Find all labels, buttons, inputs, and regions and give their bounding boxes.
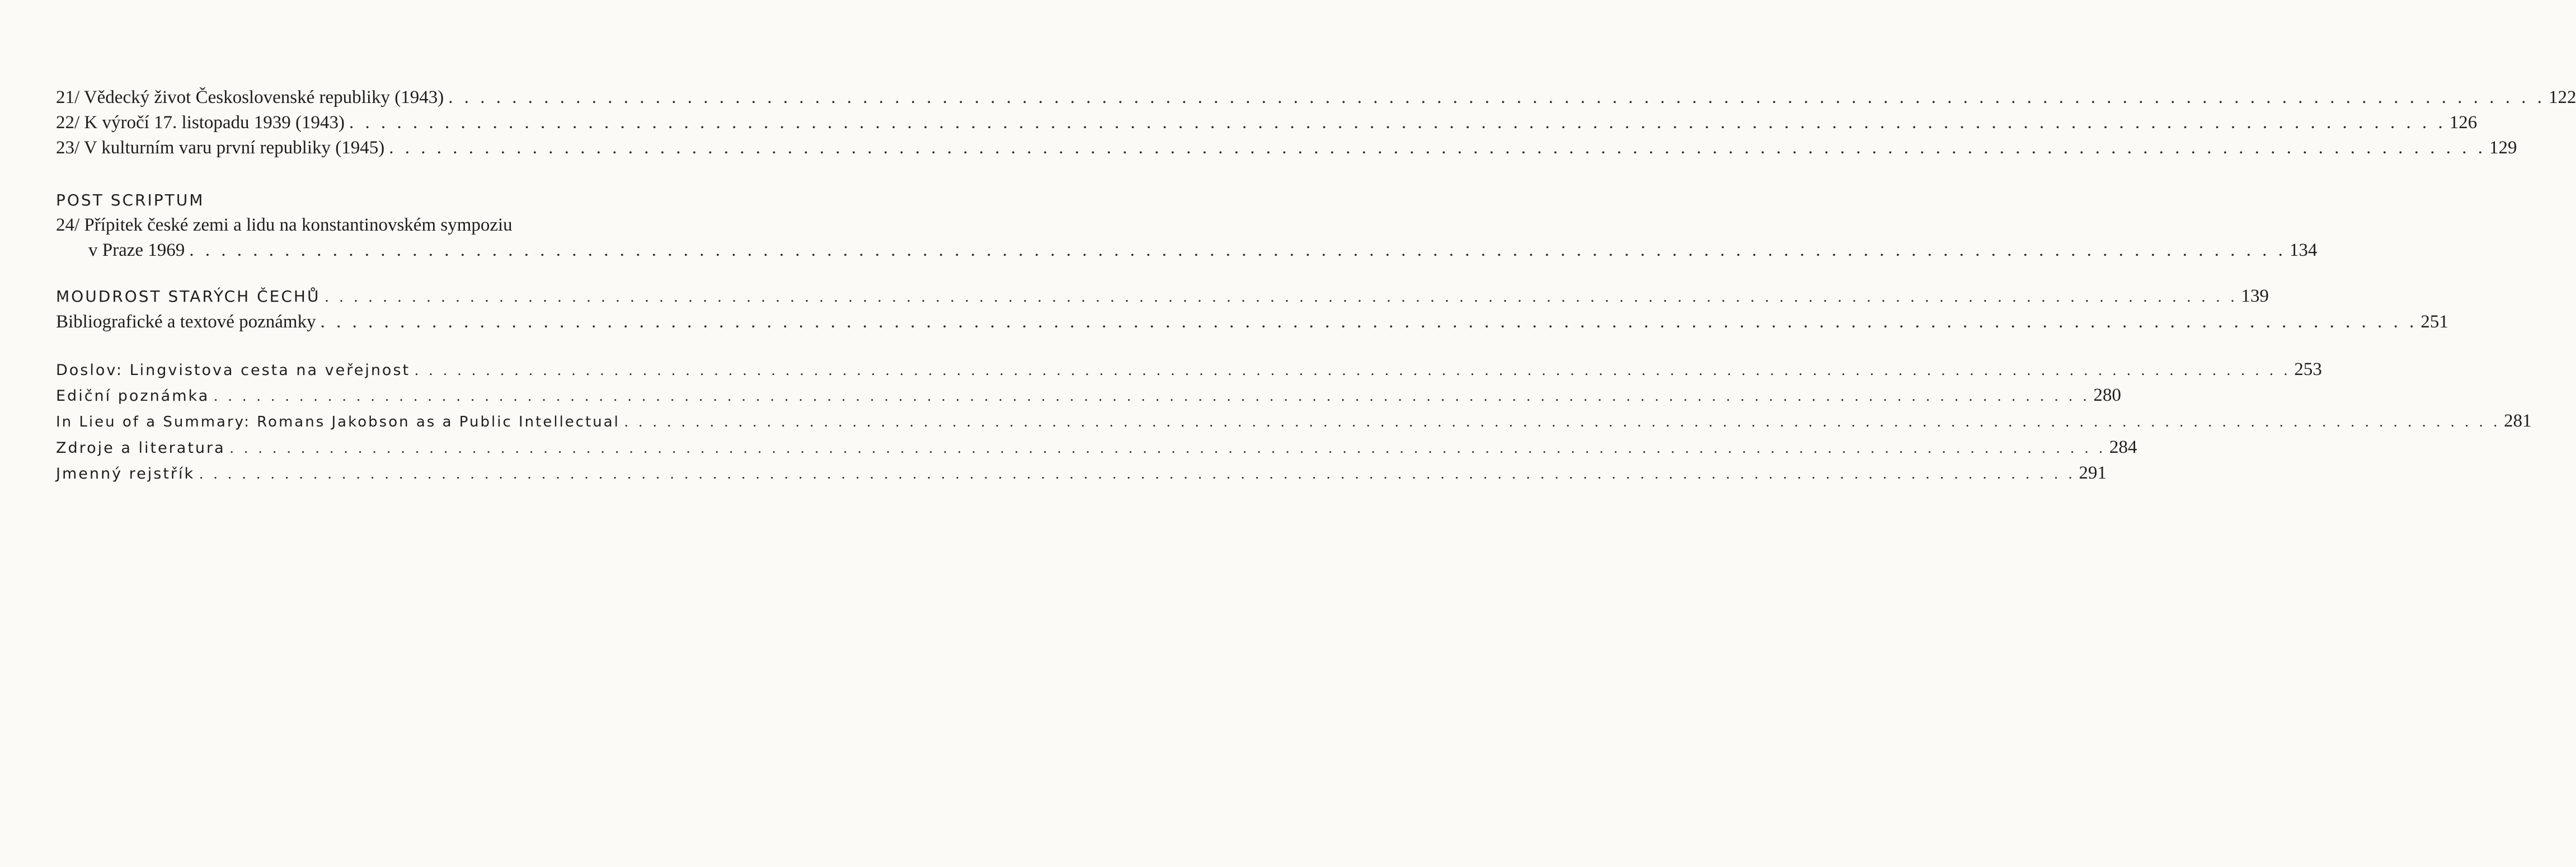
toc-group-a — [56, 85, 2576, 161]
dot-leader: . . . . . . . . . . . . . . . . . . . . . . . . . . . . . . . . . . . . . . . . . . . . . . . . . . . . . . . . . . . . . . . . . . . . . . . . . . . . . . . . . . . . . . . . . . . . . . . . . . . . . . . . . . . . . . . . . . . . . . . . . . . . . . . . . . . . — [448, 87, 2545, 107]
toc-entry[interactable] — [56, 435, 2137, 461]
dot-leader: . . . . . . . . . . . . . . . . . . . . . . . . . . . . . . . . . . . . . . . . . . . . . . . . . . . . . . . . . . . . . . . . . . . . . . . . . . . . . . . . . . . . . . . . . . . . . . . . . . . . . . . . . . . . . . . . . . . . . . . . . . . . . . . . . . . . — [189, 240, 2287, 260]
dot-leader: . . . . . . . . . . . . . . . . . . . . . . . . . . . . . . . . . . . . . . . . . . . . . . . . . . . . . . . . . . . . . . . . . . . . . . . . . . . . . . . . . . . . . . . . . . . . . . . . . . . . . . . . . . . . . . . . . . . . . . . . . . . . . . . . . . . . — [214, 387, 2090, 404]
dot-leader: . . . . . . . . . . . . . . . . . . . . . . . . . . . . . . . . . . . . . . . . . . . . . . . . . . . . . . . . . . . . . . . . . . . . . . . . . . . . . . . . . . . . . . . . . . . . . . . . . . . . . . . . . . . . . . . . . . . . . . . . . . . . . . . . . . . . — [624, 413, 2501, 430]
toc-entry-title: 22/ K výročí 17. listopadu 1939 (1943) — [56, 113, 345, 133]
toc-group-c — [56, 357, 2532, 486]
toc-entry[interactable] — [56, 461, 2107, 486]
toc-section-post-scriptum — [56, 188, 2318, 263]
toc-entry-title-line1[interactable]: 24/ Přípitek české zemi a lidu na konstantinovském sympoziu — [56, 215, 513, 235]
toc-entry[interactable] — [56, 110, 2478, 135]
toc-entry-page: 253 — [2294, 359, 2322, 379]
dot-leader: . . . . . . . . . . . . . . . . . . . . . . . . . . . . . . . . . . . . . . . . . . . . . . . . . . . . . . . . . . . . . . . . . . . . . . . . . . . . . . . . . . . . . . . . . . . . . . . . . . . . . . . . . . . . . . . . . . . . . . . . . . . . . . . . . . . . — [325, 288, 2238, 306]
toc-entry-page: 281 — [2504, 411, 2532, 431]
dot-leader: . . . . . . . . . . . . . . . . . . . . . . . . . . . . . . . . . . . . . . . . . . . . . . . . . . . . . . . . . . . . . . . . . . . . . . . . . . . . . . . . . . . . . . . . . . . . . . . . . . . . . . . . . . . . . . . . . . . . . . . . . . . . . . . . . . . . — [389, 138, 2486, 158]
toc-entry-title: Jmenný rejstřík — [56, 465, 195, 482]
toc-entry-page: 291 — [2079, 463, 2107, 483]
toc-entry[interactable] — [56, 383, 2121, 409]
toc-entry[interactable] — [56, 409, 2532, 435]
toc-entry[interactable] — [56, 135, 2517, 161]
toc-entry-title: Bibliografické a textové poznámky — [56, 312, 316, 332]
toc-entry[interactable] — [56, 238, 2318, 263]
toc-entry-title: Zdroje a literatura — [56, 439, 225, 457]
toc-entry-page: 126 — [2449, 113, 2478, 133]
toc-entry-page: 284 — [2109, 437, 2137, 457]
toc-entry-title-line2: v Praze 1969 — [88, 240, 185, 260]
dot-leader: . . . . . . . . . . . . . . . . . . . . . . . . . . . . . . . . . . . . . . . . . . . . . . . . . . . . . . . . . . . . . . . . . . . . . . . . . . . . . . . . . . . . . . . . . . . . . . . . . . . . . . . . . . . . . . . . . . . . . . . . . . . . . . . . . . . . — [415, 362, 2291, 378]
toc-entry-page: 251 — [2420, 312, 2448, 332]
toc-entry-page: 139 — [2241, 286, 2269, 306]
toc-entry-title: Ediční poznámka — [56, 387, 210, 405]
toc-entry[interactable] — [56, 85, 2576, 110]
toc-entry-title: 23/ V kulturním varu první republiky (1945) — [56, 138, 385, 158]
toc-entry-page: 129 — [2489, 138, 2517, 158]
toc-entry-page: 280 — [2093, 385, 2121, 405]
toc-entry-title: In Lieu of a Summary: Romans Jakobson as a Public Intellectual — [56, 414, 620, 430]
toc-entry[interactable] — [56, 357, 2322, 383]
dot-leader: . . . . . . . . . . . . . . . . . . . . . . . . . . . . . . . . . . . . . . . . . . . . . . . . . . . . . . . . . . . . . . . . . . . . . . . . . . . . . . . . . . . . . . . . . . . . . . . . . . . . . . . . . . . . . . . . . . . . . . . . . . . . . . . . . . . . — [199, 465, 2076, 482]
toc-entry[interactable] — [56, 284, 2269, 310]
toc-entry-page: 122 — [2548, 87, 2576, 107]
toc-entry-page: 134 — [2290, 240, 2318, 260]
section-heading: POST SCRIPTUM — [56, 191, 205, 209]
dot-leader: . . . . . . . . . . . . . . . . . . . . . . . . . . . . . . . . . . . . . . . . . . . . . . . . . . . . . . . . . . . . . . . . . . . . . . . . . . . . . . . . . . . . . . . . . . . . . . . . . . . . . . . . . . . . . . . . . . . . . . . . . . . . . . . . . . . . — [320, 312, 2418, 332]
toc-entry-title: MOUDROST STARÝCH ČECHŮ — [56, 287, 321, 306]
toc-group-b — [56, 284, 2448, 335]
toc-entry-title: Doslov: Lingvistova cesta na veřejnost — [56, 362, 411, 379]
dot-leader: . . . . . . . . . . . . . . . . . . . . . . . . . . . . . . . . . . . . . . . . . . . . . . . . . . . . . . . . . . . . . . . . . . . . . . . . . . . . . . . . . . . . . . . . . . . . . . . . . . . . . . . . . . . . . . . . . . . . . . . . . . . . . . . . . . . . — [349, 113, 2446, 133]
toc-entry[interactable] — [56, 310, 2448, 335]
toc-entry-title: 21/ Vědecký život Československé republiky (1943) — [56, 87, 444, 107]
dot-leader: . . . . . . . . . . . . . . . . . . . . . . . . . . . . . . . . . . . . . . . . . . . . . . . . . . . . . . . . . . . . . . . . . . . . . . . . . . . . . . . . . . . . . . . . . . . . . . . . . . . . . . . . . . . . . . . . . . . . . . . . . . . . . . . . . . . . — [229, 439, 2106, 456]
